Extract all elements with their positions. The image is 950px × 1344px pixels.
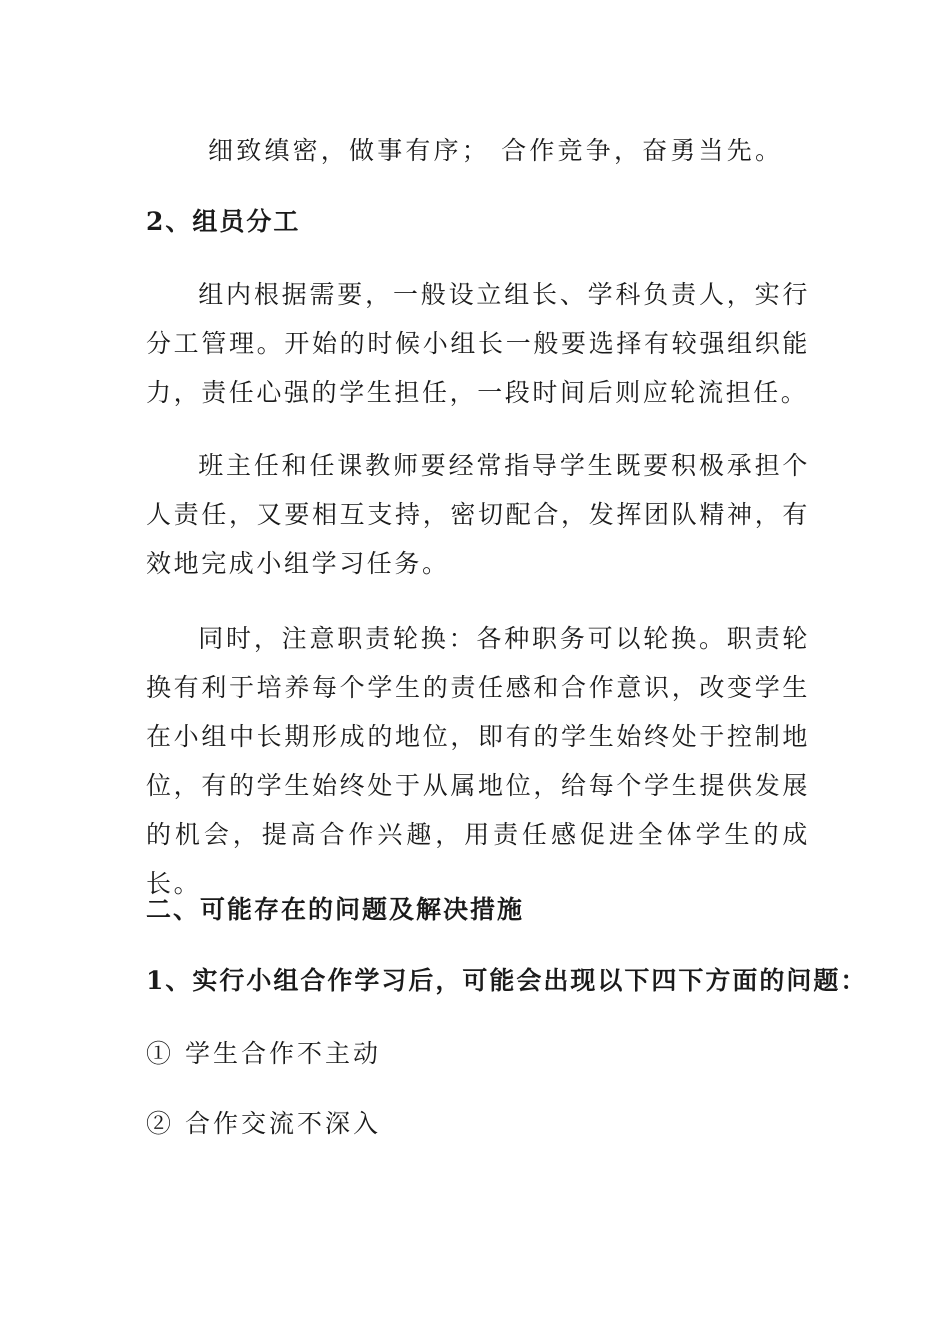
paragraph-text: 班主任和任课教师要经常指导学生既要积极承担个人责任，又要相互支持，密切配合，发挥团队精神，有效地完成小组学习任务。 (146, 451, 810, 578)
problem-item: ② 合作交流不深入 (146, 1109, 381, 1138)
problem-item: ① 学生合作不主动 (146, 1039, 381, 1068)
section-two-heading: 二、可能存在的问题及解决措施 (146, 895, 525, 924)
paragraph-text: 组内根据需要，一般设立组长、学科负责人，实行分工管理。开始的时候小组长一般要选择有较强组织能力，责任心强的学生担任，一段时间后则应轮流担任。 (146, 280, 810, 407)
paragraph-teacher-guidance (146, 441, 810, 588)
paragraph-role-rotation (146, 614, 810, 908)
motto-line: 细致缜密，做事有序； 合作竞争，奋勇当先。 (208, 136, 784, 165)
paragraph-group-roles (146, 270, 810, 417)
section-2-heading: 2、组员分工 (146, 207, 301, 236)
paragraph-text: 同时，注意职责轮换：各种职务可以轮换。职责轮换有利于培养每个学生的责任感和合作意识，改变学生在小组中长期形成的地位，即有的学生始终处于控制地位，有的学生始终处于从属地位，给每个学生提供发展的机会，提高合作兴趣，用责任感促进全体学生的成长。 (146, 624, 810, 898)
subsection-1-heading: 1、实行小组合作学习后，可能会出现以下四下方面的问题： (146, 966, 868, 995)
